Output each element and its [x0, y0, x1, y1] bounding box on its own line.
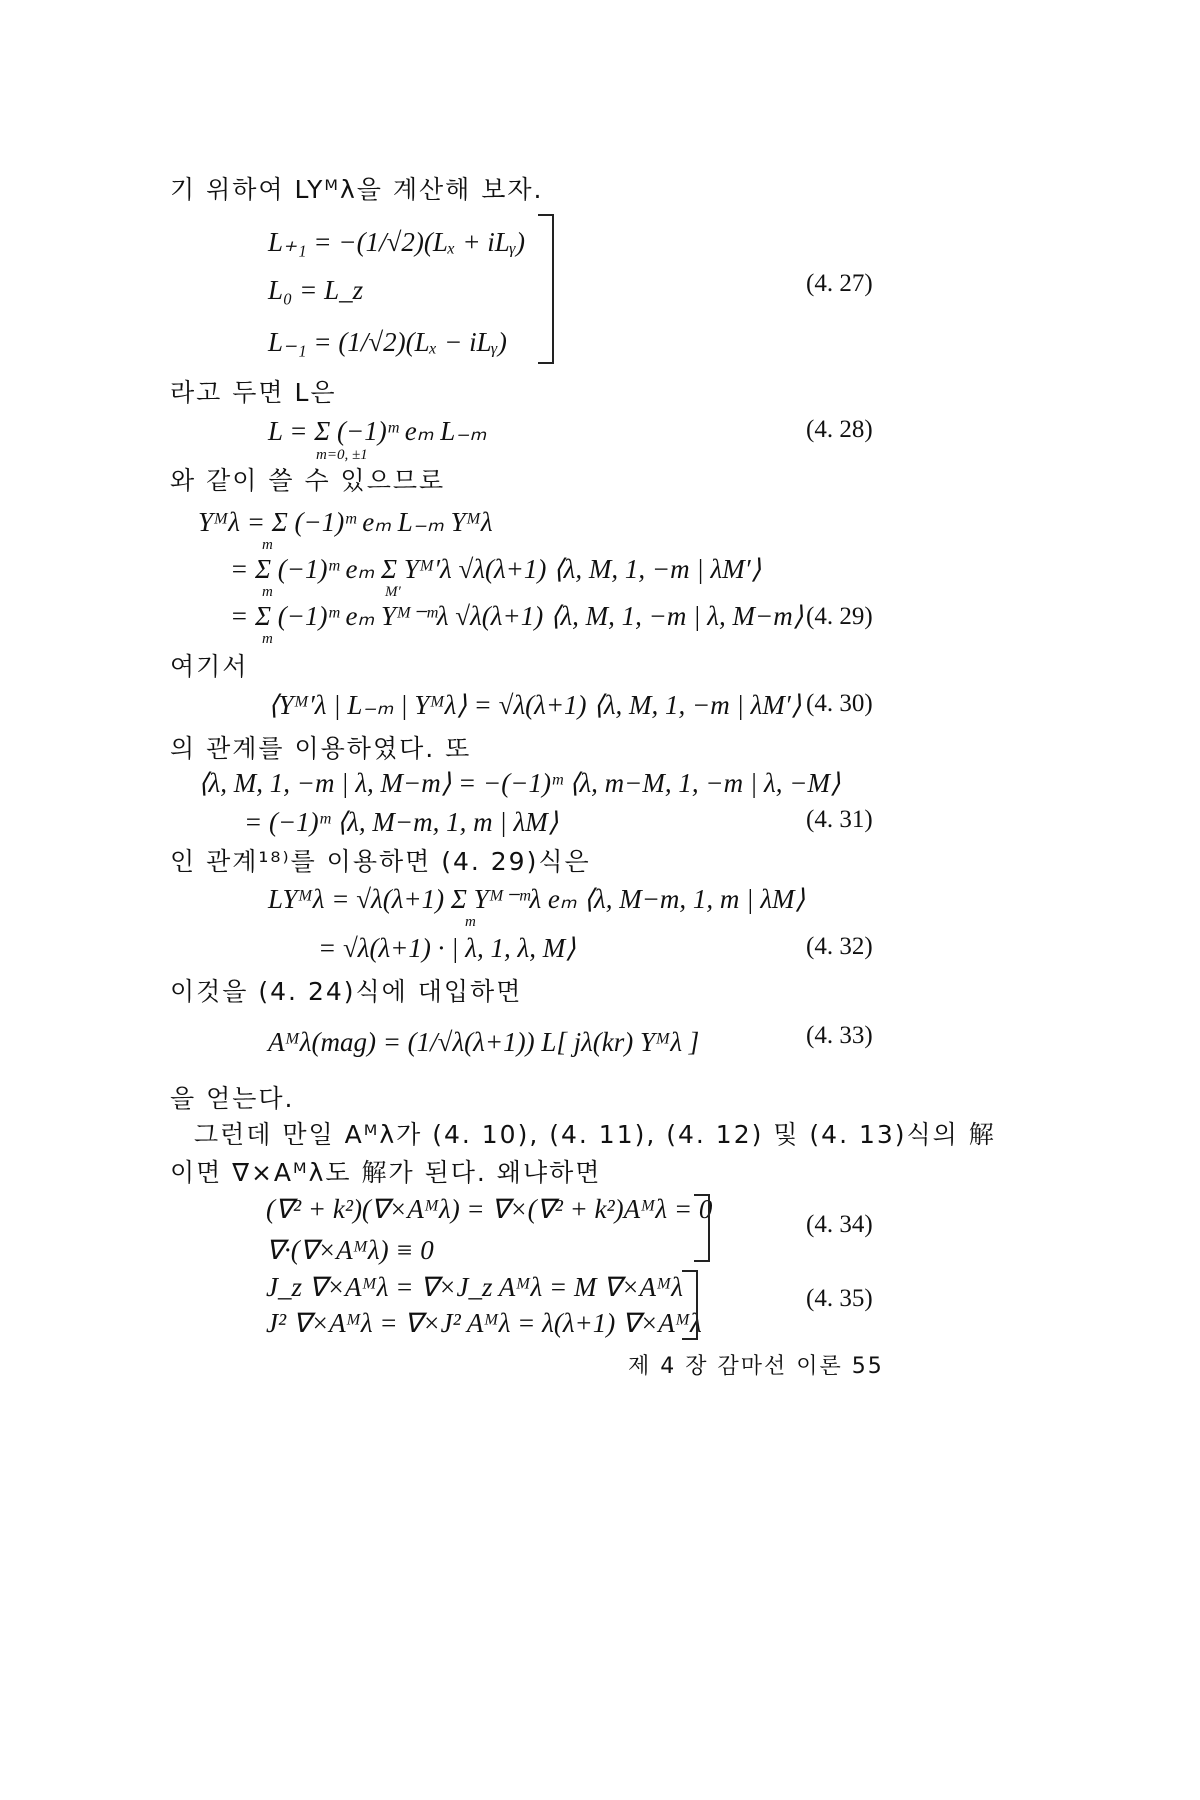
- equation-number-4-32: (4. 32): [806, 933, 873, 960]
- text-line-obtain: 을 얻는다.: [170, 1084, 295, 1113]
- equation-4-31-line-2: = (−1)ᵐ ⟨λ, M−m, 1, m | λM⟩: [244, 807, 559, 837]
- equation-4-34-line-2: ∇·(∇×Aᴹλ) ≡ 0: [266, 1235, 434, 1265]
- sum-subscript-m-3: m: [262, 631, 273, 647]
- equation-number-4-31: (4. 31): [806, 806, 873, 833]
- equation-number-4-27: (4. 27): [806, 270, 873, 297]
- text-line-because: 이면 ∇×Aᴹλ도 解가 된다. 왜냐하면: [170, 1158, 602, 1187]
- equation-4-31-line-1: ⟨λ, M, 1, −m | λ, M−m⟩ = −(−1)ᵐ ⟨λ, m−M, 1, −m | λ, −M⟩: [198, 768, 841, 798]
- sum-subscript-m-4: m: [465, 914, 476, 930]
- equation-y-line-2: = Σ (−1)ᵐ eₘ Σ Yᴹ′λ √λ(λ+1) ⟨λ, M, 1, −m | λM′⟩: [230, 554, 762, 584]
- equation-4-32-line-1: LYᴹλ = √λ(λ+1) Σ Yᴹ⁻ᵐλ eₘ ⟨λ, M−m, 1, m | λM⟩: [268, 884, 806, 914]
- equation-brace-4-34: [694, 1194, 710, 1262]
- equation-4-35-line-1: J_z ∇×Aᴹλ = ∇×J_z Aᴹλ = M ∇×Aᴹλ: [266, 1272, 683, 1302]
- equation-number-4-30: (4. 30): [806, 690, 873, 717]
- text-line-intro: 기 위하여 LYᴹλ을 계산해 보자.: [170, 175, 544, 204]
- equation-y-line-1: Yᴹλ = Σ (−1)ᵐ eₘ L₋ₘ Yᴹλ: [198, 507, 493, 537]
- text-line-set-l: 라고 두면 L은: [170, 378, 337, 407]
- text-line-used-relation: 의 관계를 이용하였다. 또: [170, 734, 472, 763]
- equation-4-35-line-2: J² ∇×Aᴹλ = ∇×J² Aᴹλ = λ(λ+1) ∇×Aᴹλ: [266, 1308, 702, 1338]
- equation-y-line-3: = Σ (−1)ᵐ eₘ Yᴹ⁻ᵐλ √λ(λ+1) ⟨λ, M, 1, −m | λ, M−m⟩: [230, 601, 804, 631]
- equation-sum-subscript: m=0, ±1: [316, 447, 368, 463]
- equation-brace-4-27: [538, 214, 554, 364]
- equation-number-4-33: (4. 33): [806, 1022, 873, 1049]
- text-line-substitute: 이것을 (4. 24)식에 대입하면: [170, 977, 523, 1006]
- equation-brace-4-35: [682, 1270, 698, 1340]
- sum-subscript-m-2: m: [262, 584, 273, 600]
- equation-number-4-34: (4. 34): [806, 1211, 873, 1238]
- equation-number-4-28: (4. 28): [806, 416, 873, 443]
- equation-l-sum: L = Σ (−1)ᵐ eₘ L₋ₘ: [268, 416, 487, 446]
- text-line-using-relation: 인 관계¹⁸⁾를 이용하면 (4. 29)식은: [170, 847, 591, 876]
- text-line-however: 그런데 만일 Aᴹλ가 (4. 10), (4. 11), (4. 12) 및 (4. 13)식의 解: [194, 1120, 996, 1149]
- sum-subscript-m-1: m: [262, 537, 273, 553]
- sum-subscript-mprime: M′: [385, 584, 401, 600]
- equation-l-zero: L₀ = L_z: [268, 275, 364, 305]
- equation-l-plus-one: L₊₁ = −(1/√2)(Lₓ + iLᵧ): [268, 227, 526, 257]
- equation-number-4-29: (4. 29): [806, 603, 873, 630]
- equation-4-33: Aᴹλ(mag) = (1/√λ(λ+1)) L[ jλ(kr) Yᴹλ ]: [268, 1027, 700, 1057]
- equation-number-4-35: (4. 35): [806, 1285, 873, 1312]
- equation-4-30: ⟨Yᴹ′λ | L₋ₘ | Yᴹλ⟩ = √λ(λ+1) ⟨λ, M, 1, −m | λM′⟩: [268, 690, 802, 720]
- equation-4-32-line-2: = √λ(λ+1) · | λ, 1, λ, M⟩: [318, 933, 576, 963]
- equation-4-34-line-1: (∇² + k²)(∇×Aᴹλ) = ∇×(∇² + k²)Aᴹλ = 0: [266, 1194, 713, 1224]
- equation-l-minus-one: L₋₁ = (1/√2)(Lₓ − iLᵧ): [268, 327, 507, 357]
- text-line-here: 여기서: [170, 652, 249, 681]
- text-line-can-write: 와 같이 쓸 수 있으므로: [170, 466, 446, 495]
- page-footer: 제 4 장 감마선 이론 55: [628, 1354, 884, 1379]
